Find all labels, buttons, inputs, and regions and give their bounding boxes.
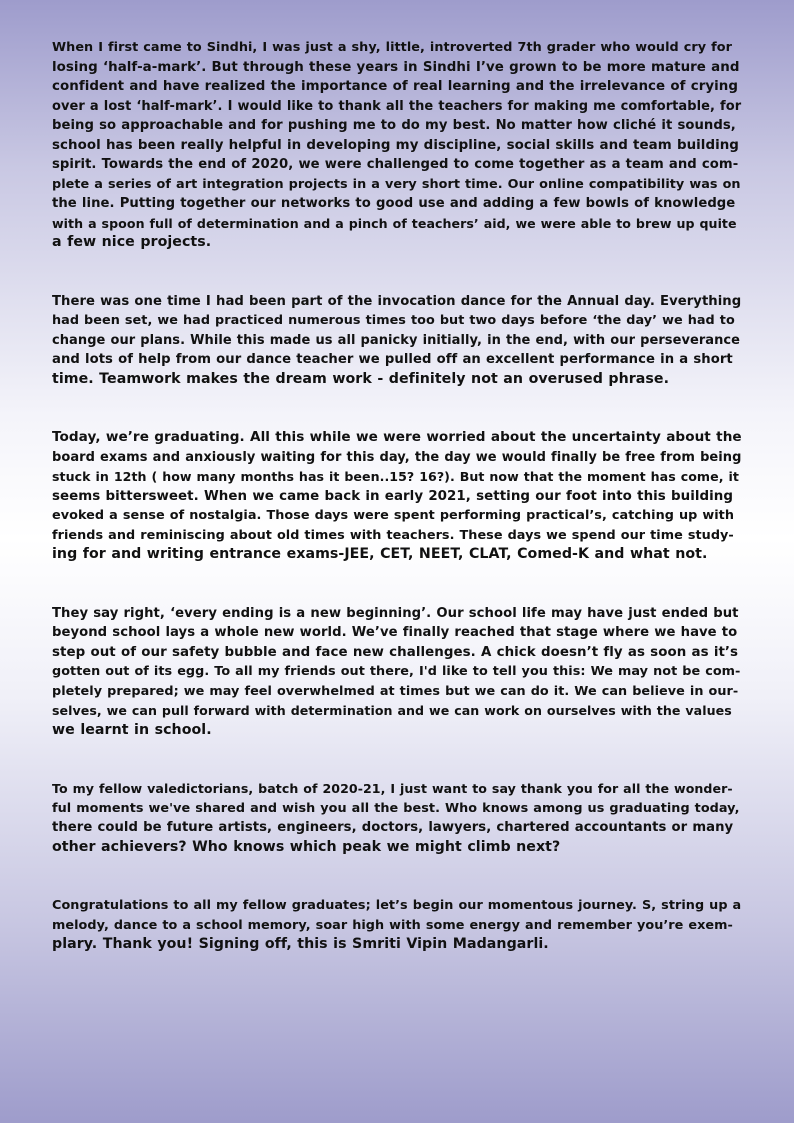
paragraph-new-beginning [52,604,742,741]
text-line: and lots of help from our dance teacher we pulled off an excellent performance in a short [52,352,733,367]
text-line: ful moments we've shared and wish you all the best. Who knows among us graduating today, [52,800,740,816]
text-line: Congratulations to all my fellow graduates; let’s begin our momentous journey. S, string up a [52,898,742,913]
text-line: selves, we can pull forward with determination and we can work on ourselves with the values [52,703,732,718]
text-line: time. Teamwork makes the dream work - definitely not an overused phrase. [52,370,670,387]
text-line: confident and have realized the importance of real learning and the irrelevance of crying [52,79,739,94]
text-line: being so approachable and for pushing me to do my best. No matter how cliché it sounds, [52,118,736,133]
paragraph-invocation-dance [52,292,742,390]
text-line: Today, we’re graduating. All this while we were worried about the uncertainty about the [52,429,742,445]
text-line: beyond school lays a whole new world. We’ve finally reached that stage where we have to [52,625,738,640]
text-line: with a spoon full of determination and a pinch of teachers’ aid, we were able to brew up quite [52,215,737,231]
text-line: had been set, we had practiced numerous times too but two days before ‘the day’ we had to [52,313,735,328]
text-line: They say right, ‘every ending is a new beginning’. Our school life may have just ended but [52,605,739,621]
text-line: There was one time I had been part of the invocation dance for the Annual day. Everything [52,293,742,309]
text-line: When I first came to Sindhi, I was just a shy, little, introverted 7th grader who would cry for [52,40,732,55]
text-line: other achievers? Who knows which peak we might climb next? [52,838,561,855]
speech-document [52,38,742,994]
text-line: school has been really helpful in developing my discipline, social skills and team building [52,137,739,153]
text-line: stuck in 12th ( how many months has it been..15? 16?). But now that the moment has come, it [52,469,739,484]
text-line: gotten out of its egg. To all my friends out there, I'd like to tell you this: We may not be com- [52,664,741,679]
paragraph-first-came-to-sindhi [52,38,742,253]
paragraph-graduating-today [52,428,742,565]
text-line: we learnt in school. [52,721,212,738]
text-line: plary. Thank you! Signing off, this is Smriti Vipin Madangarli. [52,936,549,952]
text-line: a few nice projects. [52,234,212,250]
text-line: ing for and writing entrance exams-JEE, CET, NEET, CLAT, Comed-K and what not. [52,546,708,562]
text-line: over a lost ‘half-mark’. I would like to thank all the teachers for making me comfortable, for [52,98,742,114]
text-line: losing ‘half-a-mark’. But through these years in Sindhi I’ve grown to be more mature and [52,59,740,75]
text-line: friends and reminiscing about old times with teachers. These days we spend our time study- [52,527,734,543]
text-line: plete a series of art integration projects in a very short time. Our online compatibility was on [52,176,741,192]
paragraph-congratulations-sign-off [52,896,742,955]
text-line: evoked a sense of nostalgia. Those days were spent performing practical’s, catching up with [52,508,734,523]
text-line: the line. Putting together our networks to good use and adding a few bowls of knowledge [52,196,736,211]
text-line: seems bittersweet. When we came back in early 2021, setting our foot into this building [52,488,734,504]
text-line: step out of our safety bubble and face new challenges. A chick doesn’t fly as soon as it’s [52,644,739,660]
text-line: board exams and anxiously waiting for this day, the day we would finally be free from being [52,449,742,465]
text-line: pletely prepared; we may feel overwhelmed at times but we can do it. We can believe in our- [52,683,739,699]
text-line: melody, dance to a school memory, soar high with some energy and remember you’re exem- [52,917,733,933]
text-line: there could be future artists, engineers, doctors, lawyers, chartered accountants or many [52,820,734,835]
text-line: To my fellow valedictorians, batch of 2020-21, I just want to say thank you for all the wonder- [52,781,733,796]
text-line: change our plans. While this made us all panicky initially, in the end, with our perseverance [52,332,741,348]
paragraph-fellow-valedictorians [52,779,742,857]
text-line: spirit. Towards the end of 2020, we were challenged to come together as a team and com- [52,157,739,172]
